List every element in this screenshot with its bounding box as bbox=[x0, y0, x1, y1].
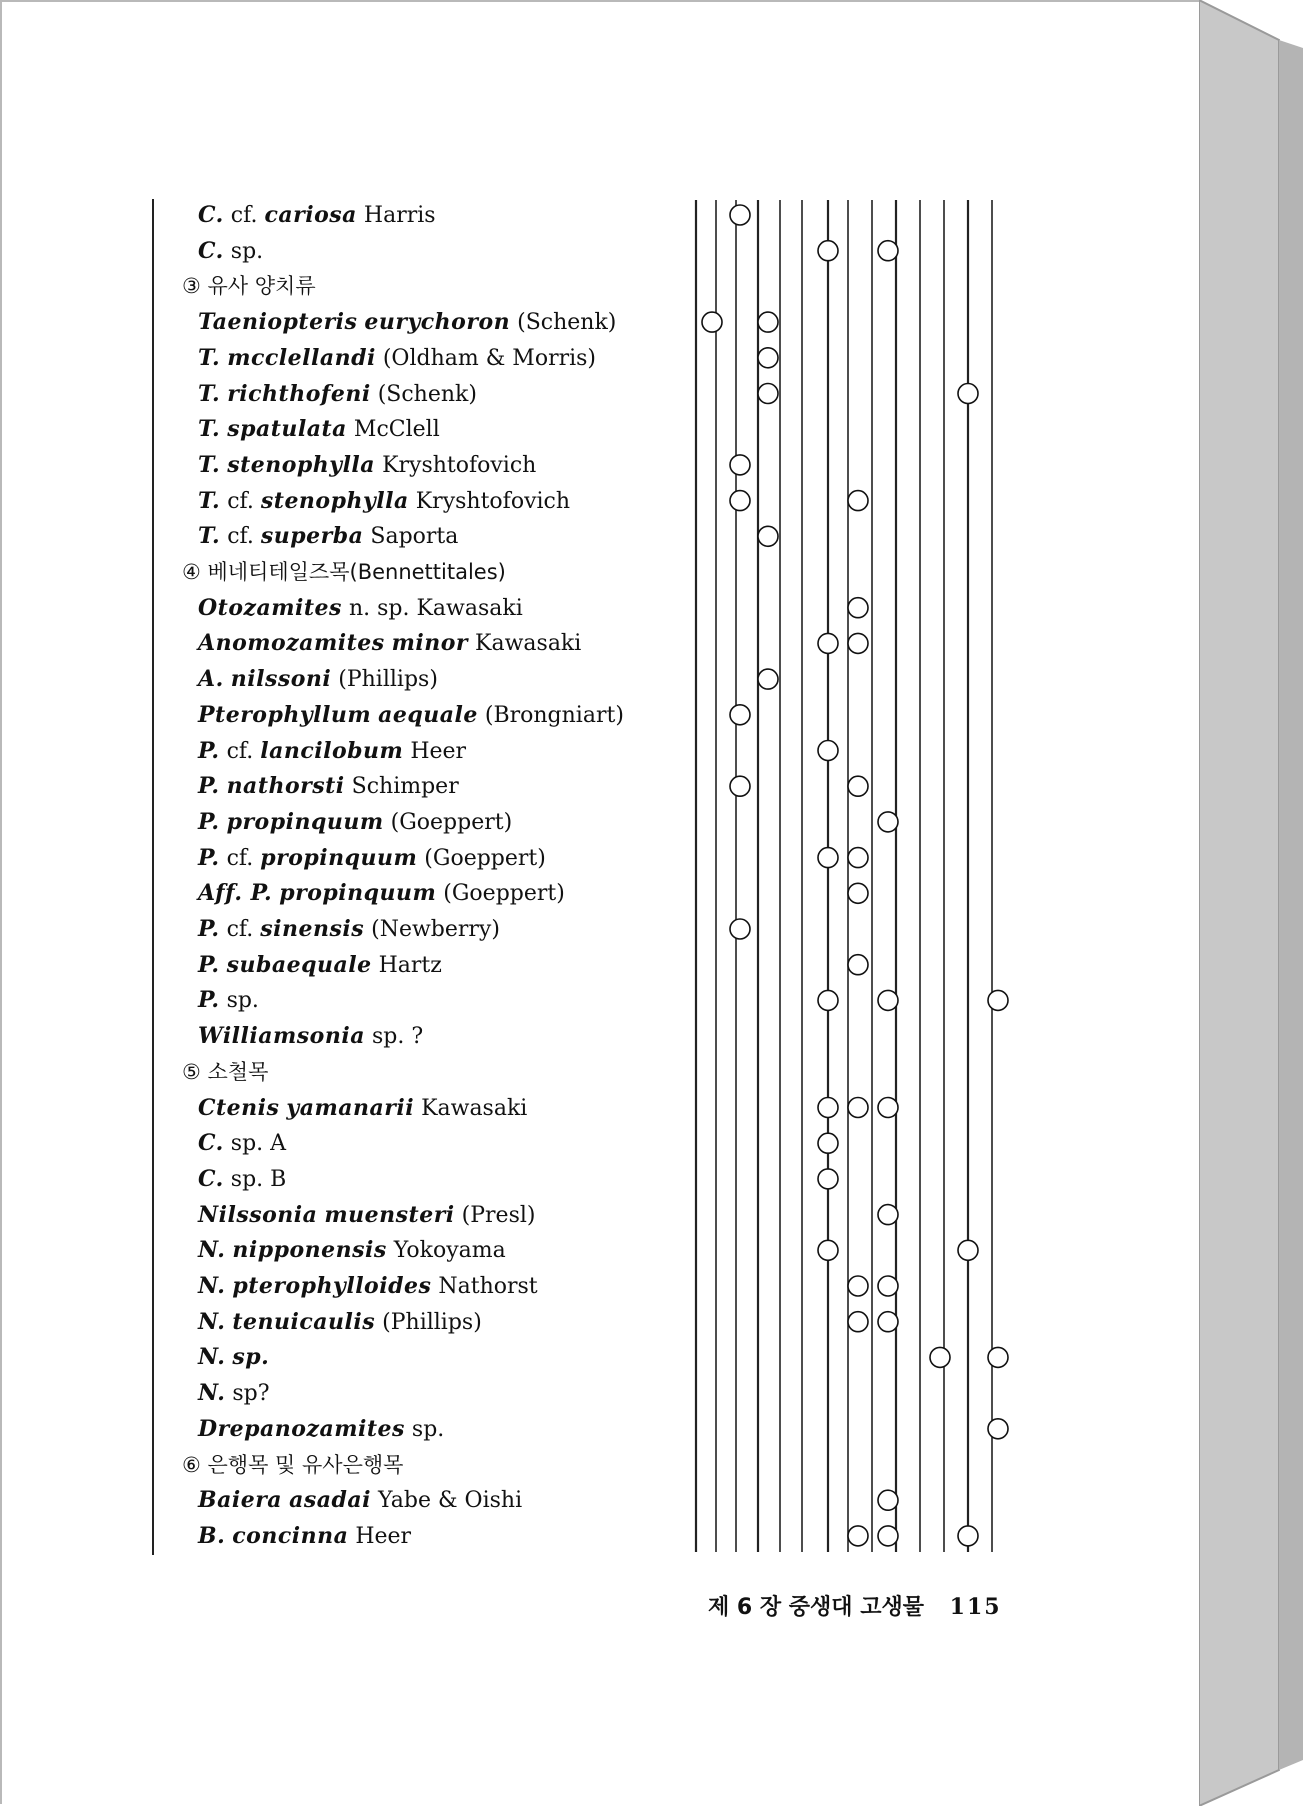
author-name: sp. bbox=[411, 1416, 445, 1442]
author-name: (Goeppert) bbox=[390, 809, 513, 835]
occurrence-circle bbox=[848, 1276, 868, 1296]
genus-name: N. bbox=[198, 1380, 226, 1407]
author-name: (Goeppert) bbox=[443, 881, 565, 907]
occurrence-circle bbox=[818, 1240, 838, 1260]
left-margin-rule bbox=[152, 199, 154, 1555]
occurrence-circle bbox=[848, 848, 868, 868]
book-spine bbox=[1199, 0, 1303, 1806]
genus-name: C. bbox=[198, 202, 224, 228]
author-name: Yokoyama bbox=[393, 1238, 506, 1264]
author-name: Hartz bbox=[378, 952, 442, 978]
taxon-row bbox=[198, 379, 477, 410]
species-epithet: nipponensis bbox=[232, 1237, 387, 1264]
species-epithet: propinquum bbox=[260, 844, 418, 871]
occurrence-circle bbox=[818, 241, 838, 261]
taxon-row bbox=[198, 878, 565, 909]
section-heading bbox=[182, 1057, 268, 1088]
taxon-row bbox=[198, 200, 436, 231]
species-epithet: superba bbox=[260, 523, 364, 550]
taxon-row bbox=[198, 1521, 411, 1552]
author-name: sp. bbox=[230, 238, 264, 264]
species-epithet: sinensis bbox=[260, 916, 365, 942]
occurrence-circle bbox=[848, 1312, 868, 1332]
author-name: McClell bbox=[353, 417, 440, 443]
taxon-row bbox=[198, 700, 624, 731]
page-number: 115 bbox=[949, 1594, 1002, 1620]
section-heading bbox=[182, 271, 316, 302]
species-epithet: tenuicaulis bbox=[232, 1308, 376, 1335]
occurrence-circle bbox=[730, 205, 750, 225]
taxon-row bbox=[198, 236, 263, 267]
author-name: sp. ? bbox=[371, 1024, 424, 1050]
occurrence-circle bbox=[758, 384, 778, 404]
genus-name: Drepanozamites bbox=[198, 1415, 405, 1442]
species-epithet: pterophylloides bbox=[232, 1273, 432, 1299]
author-name: sp. B bbox=[230, 1166, 287, 1192]
taxon-row bbox=[198, 807, 512, 838]
qualifier: cf. bbox=[226, 917, 254, 942]
author-name: Nathorst bbox=[438, 1274, 538, 1299]
author-name: sp? bbox=[232, 1381, 270, 1407]
genus-name: N. bbox=[198, 1237, 226, 1264]
taxon-row bbox=[198, 1235, 506, 1266]
occurrence-circle bbox=[848, 883, 868, 903]
genus-name: T. bbox=[198, 487, 221, 514]
section-heading bbox=[182, 557, 506, 588]
genus-name: T. bbox=[198, 344, 221, 371]
author-name: (Goeppert) bbox=[424, 845, 546, 871]
section-heading-text: ③ 유사 양치류 bbox=[182, 274, 316, 299]
occurrence-chart bbox=[682, 192, 1062, 1562]
taxon-row bbox=[198, 1271, 538, 1302]
occurrence-circle bbox=[818, 848, 838, 868]
taxon-row bbox=[198, 1414, 444, 1445]
taxon-row bbox=[198, 486, 570, 517]
author-name: (Schenk) bbox=[517, 310, 617, 336]
occurrence-circle bbox=[758, 526, 778, 546]
taxon-row bbox=[198, 1021, 423, 1052]
genus-name: P. bbox=[198, 916, 220, 942]
taxon-row bbox=[198, 521, 458, 552]
occurrence-circle bbox=[878, 1205, 898, 1225]
occurrence-circle bbox=[988, 990, 1008, 1010]
species-epithet: lancilobum bbox=[260, 737, 404, 764]
genus-name: C. bbox=[198, 1130, 224, 1157]
species-epithet: minor bbox=[391, 630, 469, 657]
occurrence-circle bbox=[730, 491, 750, 511]
qualifier: cf. bbox=[227, 488, 254, 514]
species-epithet: sp. bbox=[232, 1344, 270, 1371]
taxon-row bbox=[198, 450, 536, 481]
occurrence-circle bbox=[848, 633, 868, 653]
author-name: (Phillips) bbox=[338, 667, 438, 693]
species-epithet: nathorsti bbox=[226, 773, 345, 800]
taxon-row bbox=[198, 1164, 286, 1195]
occurrence-circle bbox=[878, 812, 898, 832]
genus-name: P. bbox=[198, 737, 220, 764]
taxon-row bbox=[198, 593, 523, 624]
occurrence-circle bbox=[958, 1526, 978, 1546]
genus-name: A. bbox=[198, 666, 224, 693]
qualifier: cf. bbox=[227, 524, 254, 550]
genus-name: P. bbox=[198, 951, 220, 978]
occurrence-circle bbox=[818, 633, 838, 653]
author-name: Kawasaki bbox=[475, 631, 582, 657]
genus-name: B. bbox=[198, 1522, 226, 1549]
taxon-row bbox=[198, 664, 438, 695]
occurrence-circle bbox=[878, 1490, 898, 1510]
occurrence-circle bbox=[702, 312, 722, 332]
genus-name: Aff. P. bbox=[198, 880, 273, 907]
occurrence-circle bbox=[818, 990, 838, 1010]
author-name: Heer bbox=[410, 738, 467, 764]
author-name: (Brongniart) bbox=[484, 702, 624, 728]
taxon-row bbox=[198, 736, 466, 767]
genus-name: N. bbox=[198, 1273, 226, 1299]
taxon-row bbox=[198, 914, 500, 945]
author-name: n. sp. Kawasaki bbox=[348, 595, 523, 621]
occurrence-circle bbox=[730, 705, 750, 725]
taxon-row bbox=[198, 1200, 536, 1231]
occurrence-circle bbox=[848, 1098, 868, 1118]
taxon-row bbox=[198, 628, 581, 659]
occurrence-circle bbox=[848, 598, 868, 618]
genus-name: Anomozamites bbox=[198, 630, 385, 657]
taxon-row bbox=[198, 414, 440, 445]
occurrence-circle bbox=[878, 990, 898, 1010]
occurrence-circle bbox=[758, 348, 778, 368]
occurrence-circle bbox=[930, 1347, 950, 1367]
author-name: (Phillips) bbox=[382, 1309, 482, 1335]
section-heading-text: ⑥ 은행목 및 유사은행목 bbox=[182, 1452, 404, 1477]
genus-name: T. bbox=[198, 523, 221, 550]
genus-name: P. bbox=[198, 987, 220, 1014]
occurrence-circle bbox=[988, 1347, 1008, 1367]
occurrence-circle bbox=[730, 455, 750, 475]
species-epithet: propinquum bbox=[226, 808, 384, 835]
genus-name: T. bbox=[198, 416, 221, 443]
occurrence-circle bbox=[818, 1098, 838, 1118]
author-name: Kryshtofovich bbox=[415, 488, 571, 514]
occurrence-circle bbox=[958, 1240, 978, 1260]
section-heading-text: ⑤ 소철목 bbox=[182, 1059, 269, 1084]
author-name: Harris bbox=[363, 203, 436, 228]
genus-name: T. bbox=[198, 380, 221, 407]
occurrence-circle bbox=[758, 669, 778, 689]
genus-name: P. bbox=[198, 844, 220, 871]
author-name: Heer bbox=[355, 1523, 412, 1549]
qualifier: cf. bbox=[230, 203, 258, 228]
species-epithet: richthofeni bbox=[227, 380, 371, 407]
taxon-row bbox=[198, 771, 459, 802]
genus-name: N. bbox=[198, 1308, 226, 1335]
occurrence-circle bbox=[730, 776, 750, 796]
species-epithet: aequale bbox=[378, 701, 478, 728]
occurrence-circle bbox=[848, 1526, 868, 1546]
species-epithet: muensteri bbox=[324, 1201, 455, 1228]
author-name: Schimper bbox=[351, 774, 459, 800]
species-epithet: mcclellandi bbox=[227, 344, 376, 371]
taxon-row bbox=[198, 1485, 522, 1516]
occurrence-circle bbox=[958, 384, 978, 404]
qualifier: cf. bbox=[226, 738, 254, 764]
species-epithet: stenophylla bbox=[260, 487, 409, 514]
occurrence-circle bbox=[730, 919, 750, 939]
species-epithet: eurychoron bbox=[364, 309, 511, 336]
occurrence-circle bbox=[878, 1526, 898, 1546]
genus-name: T. bbox=[198, 451, 221, 478]
author-name: Yabe & Oishi bbox=[377, 1488, 523, 1514]
author-name: sp. A bbox=[230, 1131, 287, 1157]
species-epithet: yamanarii bbox=[286, 1094, 415, 1121]
occurrence-circle bbox=[818, 1133, 838, 1153]
taxon-row bbox=[198, 1128, 286, 1159]
genus-name: C. bbox=[198, 237, 224, 264]
author-name: Kryshtofovich bbox=[382, 452, 537, 478]
occurrence-circle bbox=[878, 1276, 898, 1296]
section-heading-text: ④ 베네티테일즈목(Bennettitales) bbox=[182, 560, 506, 584]
genus-name: Otozamites bbox=[198, 594, 342, 621]
section-heading bbox=[182, 1450, 403, 1481]
author-name: (Newberry) bbox=[371, 917, 500, 942]
occurrence-circle bbox=[818, 741, 838, 761]
occurrence-circle bbox=[848, 491, 868, 511]
species-epithet: asadai bbox=[289, 1487, 371, 1514]
genus-name: C. bbox=[198, 1165, 224, 1192]
taxon-row bbox=[198, 307, 616, 338]
chapter-title: 제 6 장 중생대 고생물 bbox=[708, 1595, 924, 1620]
author-name: (Oldham & Morris) bbox=[382, 345, 597, 371]
taxon-row bbox=[198, 843, 546, 874]
qualifier: cf. bbox=[226, 845, 254, 871]
taxon-row bbox=[198, 1342, 269, 1373]
occurrence-circle bbox=[878, 1312, 898, 1332]
species-epithet: spatulata bbox=[227, 416, 347, 443]
occurrence-circle bbox=[848, 776, 868, 796]
genus-name: P. bbox=[198, 808, 220, 835]
species-epithet: propinquum bbox=[279, 880, 437, 907]
author-name: (Schenk) bbox=[377, 381, 477, 407]
species-epithet: cariosa bbox=[264, 202, 357, 228]
occurrence-circle bbox=[818, 1169, 838, 1189]
taxon-row bbox=[198, 343, 596, 374]
species-epithet: stenophylla bbox=[227, 451, 376, 478]
species-epithet: concinna bbox=[232, 1522, 349, 1549]
occurrence-circle bbox=[758, 312, 778, 332]
genus-name: Pterophyllum bbox=[198, 701, 372, 728]
genus-name: Taeniopteris bbox=[198, 309, 358, 336]
occurrence-circle bbox=[848, 955, 868, 975]
author-name: Kawasaki bbox=[421, 1095, 528, 1121]
genus-name: Nilssonia bbox=[198, 1201, 318, 1228]
taxon-row bbox=[198, 1378, 270, 1409]
occurrence-circle bbox=[878, 1098, 898, 1118]
author-name: Saporta bbox=[370, 524, 459, 550]
taxon-row bbox=[198, 1307, 482, 1338]
taxon-row bbox=[198, 950, 442, 981]
page-footer bbox=[708, 1590, 1002, 1621]
occurrence-circle bbox=[988, 1419, 1008, 1439]
genus-name: Baiera bbox=[198, 1487, 283, 1514]
species-epithet: nilssoni bbox=[230, 666, 332, 693]
species-epithet: subaequale bbox=[226, 951, 372, 978]
occurrence-circle bbox=[878, 241, 898, 261]
genus-name: P. bbox=[198, 773, 220, 800]
genus-name: Williamsonia bbox=[198, 1023, 365, 1050]
genus-name: N. bbox=[198, 1344, 226, 1371]
author-name: (Presl) bbox=[461, 1202, 536, 1228]
genus-name: Ctenis bbox=[198, 1094, 280, 1121]
taxon-row bbox=[198, 985, 259, 1016]
author-name: sp. bbox=[226, 988, 259, 1014]
taxon-row bbox=[198, 1093, 527, 1124]
